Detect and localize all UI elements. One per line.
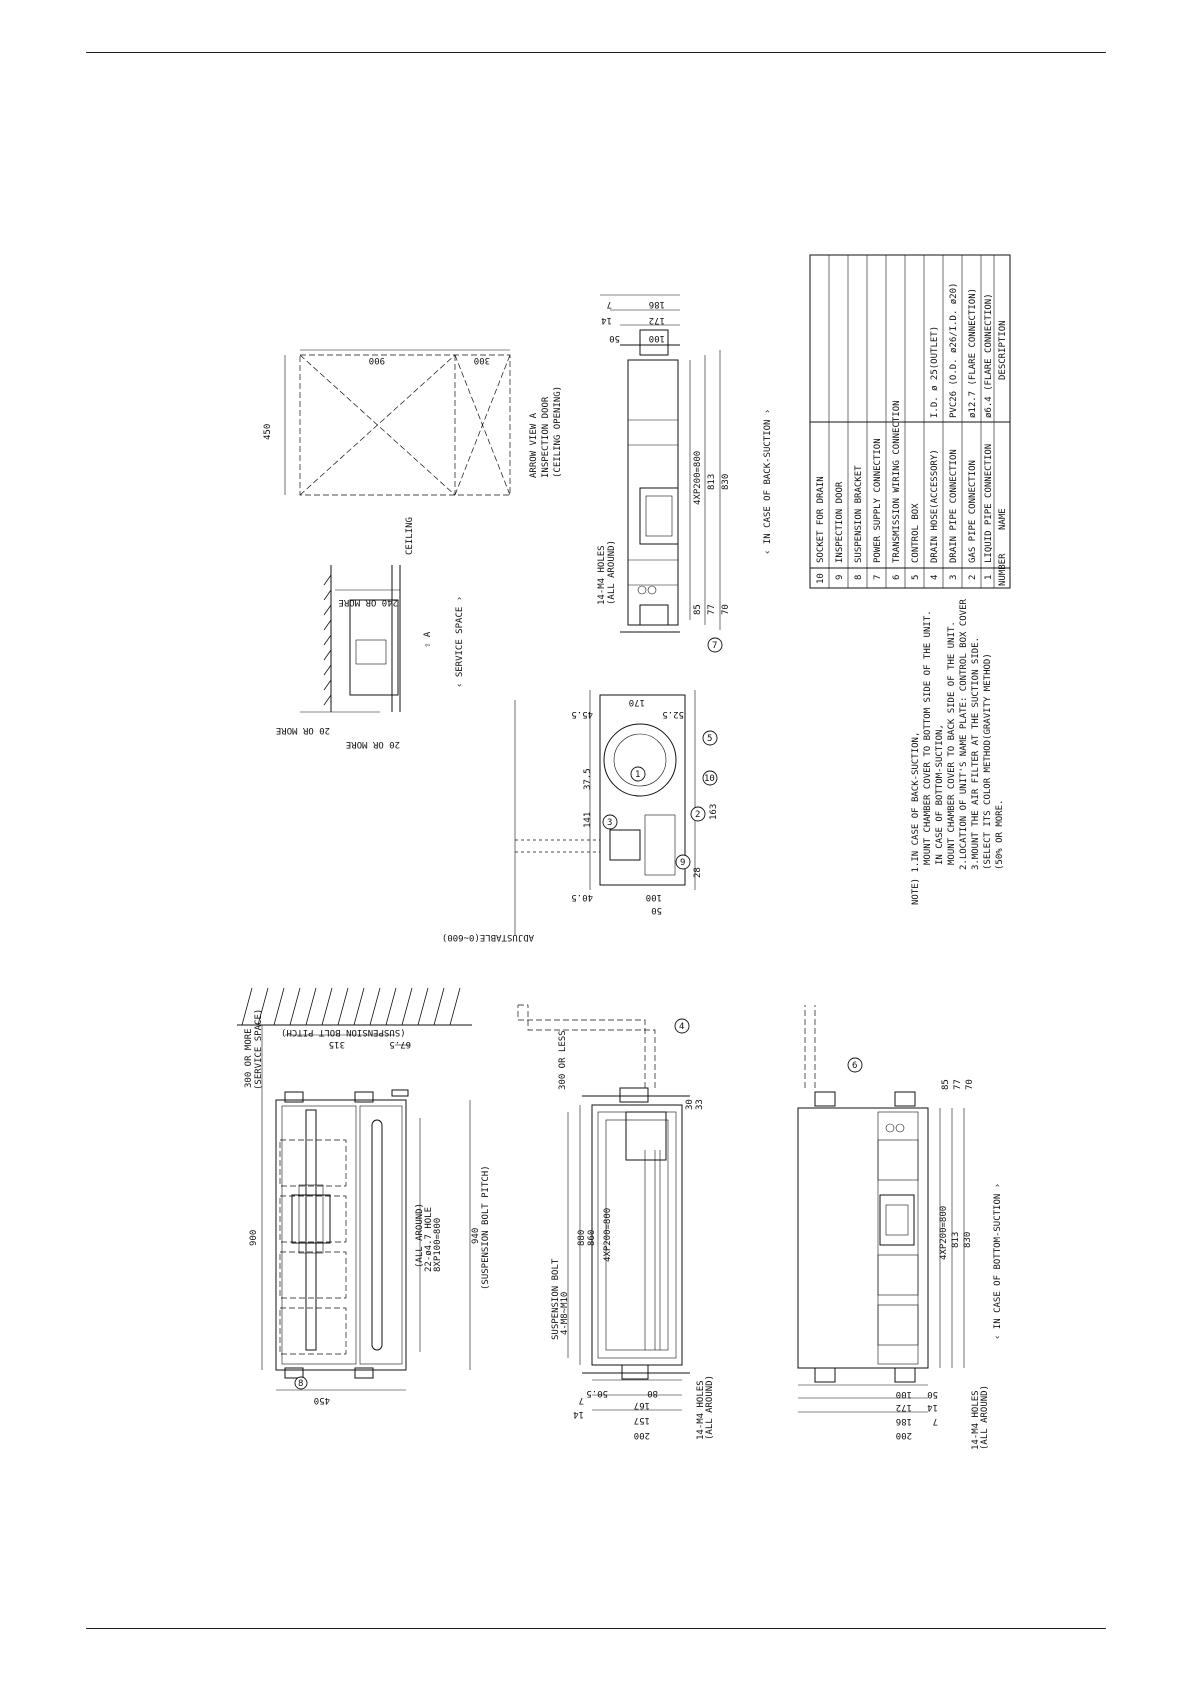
service-top-gap: 240 OR MORE bbox=[338, 597, 398, 607]
bottom-dim-172: 172 bbox=[895, 1402, 912, 1412]
bottom-pitch: 4XP200=800 bbox=[939, 1205, 949, 1260]
bottom-dim-14: 14 bbox=[927, 1402, 938, 1412]
bottom-dim-830: 830 bbox=[963, 1231, 973, 1248]
top-service-space: 300 OR MORE bbox=[244, 1028, 254, 1088]
back-holes-2: (ALL AROUND) bbox=[607, 539, 617, 605]
arrow-view bbox=[285, 350, 510, 495]
table-name: GAS PIPE CONNECTION bbox=[968, 460, 978, 563]
side-dim-200: 200 bbox=[633, 1430, 650, 1440]
top-view bbox=[237, 988, 472, 1390]
side-dim-30: 30 bbox=[685, 1099, 695, 1110]
side-dim-80: 80 bbox=[647, 1388, 658, 1398]
callout-10-label: 10 bbox=[704, 774, 715, 784]
note-line: (50% OR MORE. bbox=[995, 799, 1005, 870]
back-dim-813: 813 bbox=[707, 473, 717, 490]
back-caption: ‹ IN CASE OF BACK-SUCTION › bbox=[763, 408, 773, 555]
bottom-holes: 14-M4 HOLES bbox=[971, 1390, 981, 1450]
top-dim-450: 450 bbox=[313, 1395, 330, 1405]
service-caption: ‹ SERVICE SPACE › bbox=[455, 595, 465, 688]
side-dim-167: 167 bbox=[633, 1400, 650, 1410]
side-pitch: 4XP200=800 bbox=[603, 1207, 613, 1262]
table-header-name: NAME bbox=[998, 508, 1008, 530]
table-name: INSPECTION DOOR bbox=[835, 481, 845, 563]
note-line: MOUNT CHAMBER COVER TO BACK SIDE OF THE UNIT. bbox=[947, 621, 957, 865]
table-number: 4 bbox=[930, 574, 940, 580]
callout-2-label: 2 bbox=[695, 810, 701, 820]
back-pitch: 4XP200=800 bbox=[693, 450, 703, 505]
back-dim-172: 172 bbox=[648, 315, 665, 325]
side-dim-880: 880 bbox=[577, 1229, 587, 1246]
note-line: (SELECT ITS COLOR METHOD(GRAVITY METHOD) bbox=[983, 653, 993, 870]
table-name: LIQUID PIPE CONNECTION bbox=[984, 443, 994, 563]
back-dim-14: 14 bbox=[601, 315, 612, 325]
bottom-holes-2: (ALL AROUND) bbox=[980, 1384, 990, 1450]
table-description: ø12.7 (FLARE CONNECTION) bbox=[968, 287, 978, 418]
table-description: ø6.4 (FLARE CONNECTION) bbox=[984, 293, 994, 418]
notes bbox=[911, 598, 1005, 905]
side-bolt: SUSPENSION BOLT bbox=[551, 1258, 561, 1340]
top-dim-940: 940 bbox=[471, 1227, 481, 1244]
callout-1-label: 1 bbox=[635, 770, 641, 780]
side-dim-860: 860 bbox=[587, 1229, 597, 1246]
table-number: 10 bbox=[816, 573, 826, 584]
end-dim-28: 28 bbox=[693, 867, 703, 878]
end-dim-163: 163 bbox=[709, 803, 719, 820]
callout-8-label: 8 bbox=[298, 1379, 304, 1389]
side-dim-157: 157 bbox=[633, 1415, 650, 1425]
service-ceiling: CEILING bbox=[405, 517, 415, 555]
bottom-dim-7: 7 bbox=[932, 1416, 938, 1426]
table-description: I.D. ø 25(OUTLET) bbox=[930, 325, 940, 418]
note-line: IN CASE OF BOTTOM-SUCTION, bbox=[935, 724, 945, 865]
bottom-dim-100: 100 bbox=[895, 1389, 912, 1399]
table-number: 2 bbox=[968, 574, 978, 580]
end-dim-37-5: 37.5 bbox=[583, 768, 593, 790]
back-dim-830: 830 bbox=[721, 473, 731, 490]
table-number: 1 bbox=[984, 574, 994, 580]
back-holes: 14-M4 HOLES bbox=[597, 545, 607, 605]
bottom-dim-77: 77 bbox=[953, 1079, 963, 1090]
end-dim-50: 50 bbox=[651, 905, 662, 915]
side-bolt-spec: 4-M8~M10 bbox=[560, 1291, 570, 1335]
service-arrow: ⇧ A bbox=[423, 631, 433, 648]
back-dim-77: 77 bbox=[707, 604, 717, 615]
back-dim-85: 85 bbox=[693, 604, 703, 615]
table-name: DRAIN HOSE(ACCESSORY) bbox=[930, 449, 940, 563]
callout-3-label: 3 bbox=[607, 818, 613, 828]
bottom-dim-186: 186 bbox=[895, 1416, 912, 1426]
service-left-gap: 20 OR MORE bbox=[275, 725, 330, 735]
end-dim-40-5: 40.5 bbox=[571, 892, 593, 902]
bottom-dim-70: 70 bbox=[965, 1079, 975, 1090]
arrow-dim-450: 450 bbox=[263, 423, 273, 440]
table-number: 3 bbox=[949, 574, 959, 580]
top-service-note: (SERVICE SPACE) bbox=[254, 1008, 264, 1090]
top-dim-315: 315 bbox=[328, 1039, 345, 1049]
table-number: 6 bbox=[892, 574, 902, 580]
arrow-line2: INSPECTION DOOR bbox=[541, 396, 551, 478]
end-dim-170: 170 bbox=[628, 697, 645, 707]
top-pitch: 8XP100=800 bbox=[433, 1217, 443, 1272]
top-holes: (ALL AROUND) bbox=[415, 1202, 425, 1268]
top-holes-spec: 22-ø4.7 HOLE bbox=[424, 1206, 434, 1272]
callout-9-label: 9 bbox=[680, 858, 686, 868]
top-dim-900: 900 bbox=[249, 1229, 259, 1246]
table-name: TRANSMISSION WIRING CONNECTION bbox=[892, 400, 902, 563]
service-space-view bbox=[300, 565, 400, 712]
table-name: CONTROL BOX bbox=[911, 503, 921, 563]
bottom-dim-50: 50 bbox=[927, 1389, 938, 1399]
table-header-number: NUMBER bbox=[998, 553, 1008, 586]
bottom-caption: ‹ IN CASE OF BOTTOM-SUCTION › bbox=[993, 1182, 1003, 1340]
note-line: 2.LOCATION OF UNIT'S NAME PLATE: CONTROL BOX COVER bbox=[959, 599, 969, 870]
table-name: SOCKET FOR DRAIN bbox=[816, 476, 826, 563]
table-name: DRAIN PIPE CONNECTION bbox=[949, 449, 959, 563]
callout-5-label: 5 bbox=[707, 734, 713, 744]
end-view bbox=[515, 690, 695, 935]
arrow-dim-900: 900 bbox=[368, 355, 385, 365]
side-holes: 14-M4 HOLES bbox=[696, 1380, 706, 1440]
side-holes-2: (ALL AROUND) bbox=[705, 1374, 715, 1440]
top-dim-67-5: 67.5 bbox=[389, 1039, 411, 1049]
table-number: 5 bbox=[911, 574, 921, 580]
side-dim-50-5: 50.5 bbox=[586, 1388, 608, 1398]
end-dim-52-5: 52.5 bbox=[662, 709, 684, 719]
side-dim-14: 14 bbox=[573, 1409, 584, 1419]
service-left-gap-2: 20 OR MORE bbox=[345, 739, 400, 749]
table-number: 7 bbox=[873, 574, 883, 580]
end-adjustable: ADJUSTABLE(0~600) bbox=[441, 932, 534, 942]
top-bolt-pitch-note: (SUSPENSION BOLT PITCH) bbox=[281, 1027, 406, 1037]
top-bolt-pitch-940: (SUSPENSION BOLT PITCH) bbox=[481, 1165, 491, 1290]
side-view bbox=[518, 1005, 690, 1410]
side-dim-33: 33 bbox=[695, 1099, 705, 1110]
end-dim-100: 100 bbox=[645, 892, 662, 902]
table-number: 9 bbox=[835, 574, 845, 580]
arrow-line3: (CEILING OPENING) bbox=[553, 385, 563, 478]
table-name: POWER SUPPLY CONNECTION bbox=[873, 438, 883, 563]
side-drain-note: 300 OR LESS bbox=[558, 1030, 568, 1090]
table-header-description: DESCRIPTION bbox=[998, 320, 1008, 380]
arrow-dim-300: 300 bbox=[473, 355, 490, 365]
end-dim-141: 141 bbox=[583, 811, 593, 828]
note-line: MOUNT CHAMBER COVER TO BOTTOM SIDE OF THE UNIT. bbox=[923, 610, 933, 865]
note-line: NOTE) 1.IN CASE OF BACK-SUCTION, bbox=[911, 731, 921, 905]
back-dim-186: 186 bbox=[648, 299, 665, 309]
bottom-dim-85: 85 bbox=[941, 1079, 951, 1090]
arrow-title: ARROW VIEW A bbox=[529, 412, 539, 478]
callout-6-label: 6 bbox=[852, 1061, 858, 1071]
bottom-dim-813: 813 bbox=[951, 1231, 961, 1248]
back-dim-50: 50 bbox=[609, 333, 620, 343]
back-dim-100: 100 bbox=[648, 333, 665, 343]
table-number: 8 bbox=[854, 574, 864, 580]
table-description: PVC26 (O.D. ø26/I.D. ø20) bbox=[949, 282, 959, 418]
end-dim-45-5: 45.5 bbox=[571, 709, 593, 719]
back-dim-7: 7 bbox=[606, 299, 612, 309]
callout-4-label: 4 bbox=[679, 1022, 685, 1032]
parts-table-rows bbox=[816, 283, 1008, 586]
side-dim-7: 7 bbox=[578, 1395, 584, 1405]
note-line: 3.MOUNT THE AIR FILTER AT THE SUCTION SIDE. bbox=[971, 637, 981, 870]
back-dim-70: 70 bbox=[721, 604, 731, 615]
callout-7-label: 7 bbox=[712, 641, 718, 651]
bottom-dim-200: 200 bbox=[895, 1430, 912, 1440]
table-name: SUSPENSION BRACKET bbox=[854, 465, 864, 563]
